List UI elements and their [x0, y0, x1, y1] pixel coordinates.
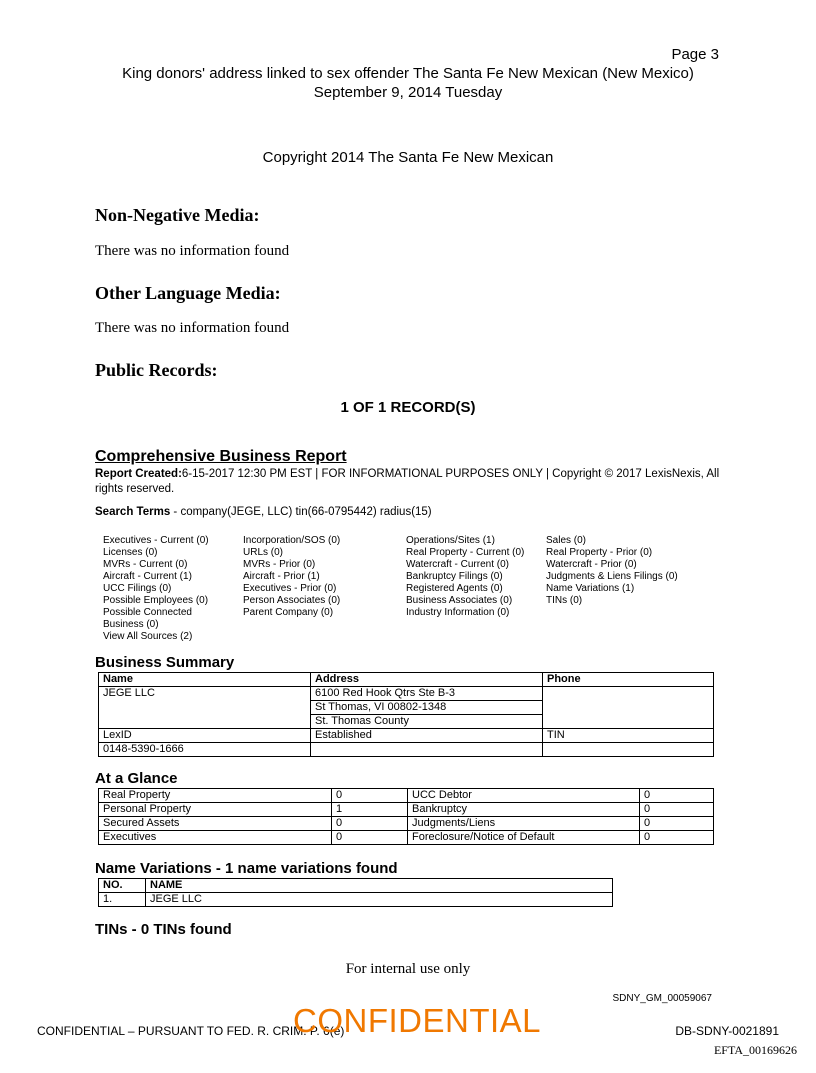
source-link[interactable]: Name Variations (1) — [546, 583, 635, 594]
source-link[interactable]: Person Associates (0) — [243, 595, 341, 606]
glance-value: 0 — [332, 789, 408, 803]
table-row — [99, 789, 714, 803]
sources-column-3 — [406, 535, 524, 619]
source-link[interactable]: Parent Company (0) — [243, 607, 334, 618]
glance-label: Secured Assets — [99, 817, 332, 831]
col-header-name: Name — [99, 673, 311, 687]
business-summary-heading: Business Summary — [95, 654, 235, 671]
table-row — [99, 831, 714, 845]
source-link[interactable]: Real Property - Prior (0) — [546, 547, 653, 558]
report-created — [95, 467, 720, 497]
glance-value: 0 — [640, 803, 714, 817]
confidential-stamp: CONFIDENTIAL — [293, 1002, 542, 1039]
other-language-media-heading: Other Language Media: — [95, 283, 281, 303]
internal-use-note: For internal use only — [345, 961, 471, 977]
source-link[interactable]: Bankruptcy Filings (0) — [406, 571, 503, 582]
col-header-name: NAME — [146, 879, 613, 893]
table-row — [99, 729, 714, 743]
source-link[interactable]: Aircraft - Prior (1) — [243, 571, 320, 582]
established-label: Established — [311, 729, 543, 743]
source-link[interactable]: Watercraft - Prior (0) — [546, 559, 637, 570]
glance-value: 0 — [640, 789, 714, 803]
report-created-label: Report Created: — [95, 468, 182, 480]
source-link[interactable]: Watercraft - Current (0) — [406, 559, 509, 570]
glance-value: 0 — [332, 831, 408, 845]
glance-value: 0 — [640, 831, 714, 845]
source-link[interactable]: Sales (0) — [546, 535, 587, 546]
other-language-media-text: There was no information found — [95, 320, 290, 336]
table-row — [99, 743, 714, 757]
business-phone — [543, 687, 714, 729]
source-link[interactable]: Operations/Sites (1) — [406, 535, 495, 546]
name-variations-table — [98, 878, 613, 907]
table-row — [99, 803, 714, 817]
glance-label: Personal Property — [99, 803, 332, 817]
table-header-row — [99, 879, 613, 893]
source-link[interactable]: MVRs - Current (0) — [103, 559, 188, 570]
table-row — [99, 687, 714, 729]
business-name: JEGE LLC — [99, 687, 311, 729]
efta-number: EFTA_00169626 — [713, 1043, 797, 1057]
glance-label: Judgments/Liens — [408, 817, 640, 831]
non-negative-media-heading: Non-Negative Media: — [95, 205, 260, 225]
search-terms-text: - company(JEGE, LLC) tin(66-0795442) radius(15) — [170, 506, 432, 518]
address-line: St Thomas, VI 00802-1348 — [311, 701, 542, 715]
table-row — [99, 817, 714, 831]
search-terms-label: Search Terms — [95, 506, 171, 518]
table-row — [99, 893, 613, 907]
glance-label: UCC Debtor — [408, 789, 640, 803]
source-link[interactable]: Possible Connected — [103, 607, 192, 618]
search-terms — [95, 506, 432, 518]
source-link[interactable]: Business Associates (0) — [406, 595, 513, 606]
article-title: King donors' address linked to sex offender The Santa Fe New Mexican (New Mexico) — [122, 65, 694, 82]
source-link[interactable]: View All Sources (2) — [103, 631, 193, 642]
col-header-phone: Phone — [543, 673, 714, 687]
sources-column-2 — [243, 535, 340, 619]
article-copyright: Copyright 2014 The Santa Fe New Mexican — [262, 149, 554, 166]
at-a-glance-table — [98, 788, 714, 845]
glance-value: 0 — [332, 817, 408, 831]
records-count: 1 OF 1 RECORD(S) — [340, 399, 476, 416]
col-header-no: NO. — [99, 879, 146, 893]
bates-number-db-sdny: DB-SDNY-0021891 — [675, 1024, 779, 1038]
glance-label: Executives — [99, 831, 332, 845]
source-link[interactable]: Aircraft - Current (1) — [103, 571, 192, 582]
glance-value: 0 — [640, 817, 714, 831]
source-link[interactable]: Executives - Prior (0) — [243, 583, 337, 594]
glance-label: Foreclosure/Notice of Default — [408, 831, 640, 845]
non-negative-media-text: There was no information found — [95, 243, 290, 259]
article-header — [0, 64, 816, 102]
glance-label: Real Property — [99, 789, 332, 803]
address-line: 6100 Red Hook Qtrs Ste B-3 — [311, 687, 542, 701]
report-title: Comprehensive Business Report — [95, 448, 347, 465]
tins-heading: TINs - 0 TINs found — [95, 921, 232, 938]
source-link[interactable]: MVRs - Prior (0) — [243, 559, 316, 570]
source-link[interactable]: Business (0) — [103, 619, 159, 630]
name-variations-heading: Name Variations - 1 name variations found — [95, 860, 398, 877]
source-link[interactable]: Licenses (0) — [103, 547, 158, 558]
lexid-label: LexID — [99, 729, 311, 743]
glance-label: Bankruptcy — [408, 803, 640, 817]
established-value — [311, 743, 543, 757]
variation-name: JEGE LLC — [146, 893, 613, 907]
source-link[interactable]: UCC Filings (0) — [103, 583, 172, 594]
article-date: September 9, 2014 Tuesday — [313, 84, 503, 101]
source-link[interactable]: Executives - Current (0) — [103, 535, 209, 546]
report-created-text: 6-15-2017 12:30 PM EST | FOR INFORMATIONAL PURPOSES ONLY | Copyright © 2017 LexisNexis, All rights reserved. — [95, 468, 720, 495]
tin-label: TIN — [543, 729, 714, 743]
address-line: St. Thomas County — [315, 715, 409, 727]
public-records-heading: Public Records: — [95, 360, 218, 380]
business-summary-table — [98, 672, 714, 757]
source-link[interactable]: Possible Employees (0) — [103, 595, 209, 606]
source-link[interactable]: URLs (0) — [243, 547, 284, 558]
page-number: Page 3 — [671, 46, 719, 63]
tin-value — [543, 743, 714, 757]
source-link[interactable]: TINs (0) — [546, 595, 583, 606]
at-a-glance-heading: At a Glance — [95, 770, 178, 787]
source-link[interactable]: Real Property - Current (0) — [406, 547, 525, 558]
source-link[interactable]: Industry Information (0) — [406, 607, 510, 618]
source-link[interactable]: Judgments & Liens Filings (0) — [546, 571, 678, 582]
col-header-address: Address — [311, 673, 543, 687]
confidential-footer: CONFIDENTIAL – PURSUANT TO FED. R. CRIM. P. 6(e) — [37, 1024, 345, 1038]
sources-column-1 — [103, 535, 209, 643]
bates-number-sdny-gm: SDNY_GM_00059067 — [612, 993, 712, 1004]
source-link[interactable]: Registered Agents (0) — [406, 583, 503, 594]
glance-value: 1 — [332, 803, 408, 817]
sources-column-4 — [546, 535, 678, 607]
variation-no: 1. — [99, 893, 146, 907]
source-link[interactable]: Incorporation/SOS (0) — [243, 535, 341, 546]
business-address — [311, 687, 543, 729]
table-header-row — [99, 673, 714, 687]
lexid-value: 0148-5390-1666 — [99, 743, 311, 757]
